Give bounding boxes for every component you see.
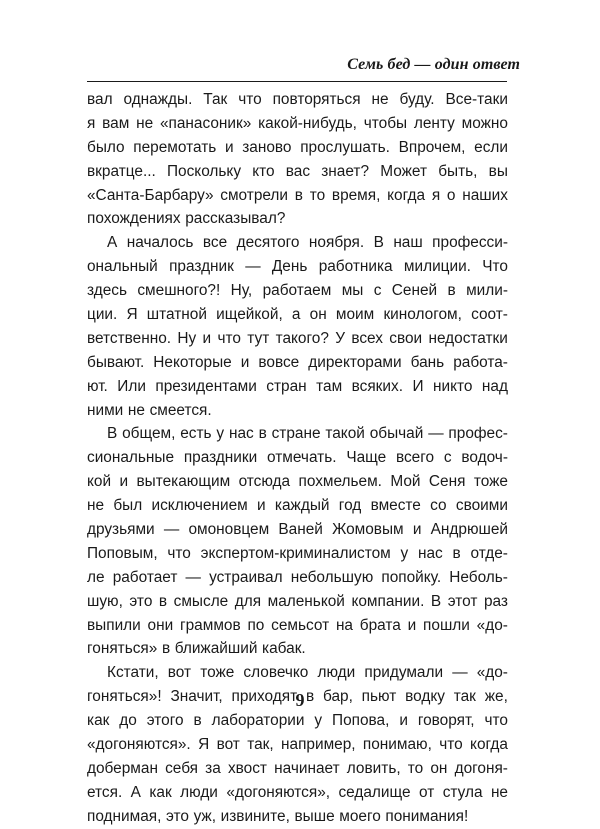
text-line — [87, 781, 508, 805]
word: когда — [387, 186, 426, 204]
word: — — [452, 664, 468, 682]
word: седалище — [338, 783, 411, 801]
word: какой-нибудь, — [258, 114, 357, 132]
word: я — [87, 114, 96, 132]
word: в — [161, 640, 171, 658]
word: например, — [281, 736, 356, 754]
word: в — [158, 592, 168, 610]
text-line — [87, 542, 508, 566]
word: ветственно. — [87, 329, 172, 347]
word: Сеней — [391, 282, 438, 300]
word: год — [338, 497, 362, 515]
word: моего — [339, 807, 381, 825]
word: Все-таки — [445, 91, 508, 108]
word: кой — [87, 473, 112, 491]
word: у — [314, 712, 323, 730]
text-line — [87, 375, 508, 399]
word: понимаю, — [362, 736, 432, 754]
word: для — [234, 592, 262, 610]
word: Поповым, — [87, 544, 158, 562]
word: повторяться — [272, 91, 361, 108]
word: что — [484, 712, 508, 730]
word: был — [113, 497, 143, 515]
word: вот — [167, 664, 192, 682]
word: Поскольку — [166, 162, 242, 180]
text-line — [87, 351, 508, 375]
word: что — [167, 544, 191, 562]
word: праздник — [169, 258, 234, 276]
word: Неболь- — [449, 568, 508, 586]
word: ции. — [87, 306, 118, 324]
word: я — [431, 186, 441, 204]
text-line — [87, 805, 508, 829]
text-line — [87, 231, 508, 255]
word: нас — [418, 544, 443, 562]
word: по — [247, 616, 265, 634]
word: раз — [483, 592, 508, 610]
word: бань — [410, 353, 445, 371]
word: не — [87, 497, 105, 515]
word: доберман — [87, 759, 158, 777]
word: Кстати, — [107, 664, 159, 682]
word: заново — [242, 138, 292, 156]
word: наш — [393, 234, 423, 252]
word: шую, — [87, 592, 123, 610]
word: Я — [126, 306, 138, 324]
word: он — [430, 759, 448, 777]
word: В — [107, 425, 118, 443]
word: А — [130, 783, 141, 801]
word: милиции. — [403, 258, 471, 276]
word: такого? — [275, 329, 329, 347]
text-line — [87, 399, 508, 423]
word: до — [119, 712, 137, 730]
word: о — [446, 186, 456, 204]
word: Андрюшей — [430, 521, 508, 539]
word: выпили — [87, 616, 141, 634]
text-line — [87, 136, 508, 160]
text-line — [87, 470, 508, 494]
word: Некоторые — [153, 353, 232, 371]
word: Значит, — [170, 688, 223, 706]
word: он — [309, 306, 327, 324]
word: за — [205, 759, 221, 777]
text-line — [87, 184, 508, 208]
word: моим — [335, 306, 375, 324]
word: У — [335, 329, 345, 347]
word: День — [271, 258, 308, 276]
word: омоновцем — [188, 521, 270, 539]
word: тоже — [473, 473, 508, 491]
word: в — [452, 544, 461, 562]
word: наших — [462, 186, 508, 204]
word: не — [371, 91, 389, 108]
word: семьсот — [271, 616, 330, 634]
word: Впрочем, — [398, 138, 466, 156]
word: граммов — [180, 616, 241, 634]
word: смешного?! — [137, 282, 221, 300]
word: соот- — [471, 306, 508, 324]
word: так, — [247, 736, 274, 754]
word: сиональные — [87, 449, 175, 467]
word: ноября. — [308, 234, 365, 252]
word: и — [257, 497, 266, 515]
word: бывают. — [87, 353, 145, 371]
word: так — [453, 688, 476, 706]
text-line — [87, 757, 508, 781]
word: ональный — [87, 258, 158, 276]
text-line — [87, 207, 508, 231]
word: над — [481, 377, 508, 395]
word: небольшую — [290, 568, 374, 586]
word: отде- — [470, 544, 508, 562]
word: чтобы — [363, 114, 408, 132]
word: знает? — [321, 162, 370, 180]
word: у — [216, 425, 225, 443]
word: недостатки — [428, 329, 508, 347]
text-line — [87, 494, 508, 518]
word: а — [291, 306, 301, 324]
word: работаем — [262, 282, 332, 300]
body-text — [87, 88, 508, 829]
word: такой — [325, 425, 365, 443]
word: что — [217, 329, 241, 347]
word: не — [136, 114, 154, 132]
word: ленту — [413, 114, 455, 132]
word: всех — [351, 329, 383, 347]
word: и — [399, 712, 408, 730]
word: Жомовым — [332, 521, 404, 539]
word: брата — [359, 616, 401, 634]
text-line — [87, 590, 508, 614]
word: кинологом, — [383, 306, 462, 324]
word: выше — [294, 807, 335, 825]
text-line — [87, 88, 508, 112]
word: каждый — [274, 497, 330, 515]
word: попойку. — [381, 568, 442, 586]
text-line — [87, 255, 508, 279]
word: как — [87, 712, 110, 730]
word: буду. — [399, 91, 435, 108]
word: работника — [318, 258, 393, 276]
word: с — [373, 282, 382, 300]
text-line — [87, 279, 508, 303]
word: устраивал — [209, 568, 283, 586]
word: Что — [482, 258, 508, 276]
word: время, — [331, 186, 381, 204]
word: говорят, — [417, 712, 475, 730]
header-rule — [87, 81, 507, 82]
word: директорами — [308, 353, 402, 371]
word: вовсе — [258, 353, 300, 371]
word: ется. — [87, 783, 123, 801]
word: В — [373, 234, 384, 252]
word: всего — [395, 449, 435, 467]
word: исключением — [151, 497, 248, 515]
word: придумали — [364, 664, 444, 682]
word: гоняться»! — [87, 688, 162, 706]
word: мы — [341, 282, 364, 300]
word: профес- — [448, 425, 508, 443]
word: «до- — [476, 616, 508, 634]
word: в — [258, 425, 267, 443]
word: — — [185, 568, 201, 586]
word: смысле — [173, 592, 229, 610]
word: своими — [455, 497, 508, 515]
word: смотрели — [220, 186, 289, 204]
word: В — [430, 592, 442, 610]
word: никто — [432, 377, 473, 395]
word: там — [316, 377, 343, 395]
word: мили- — [466, 282, 508, 300]
word: вал — [87, 91, 113, 108]
word: в — [294, 186, 303, 204]
text-line — [87, 709, 508, 733]
word: «догоняются», — [226, 783, 331, 801]
word: и — [240, 353, 250, 371]
word: прослушать. — [300, 138, 390, 156]
text-line — [87, 566, 508, 590]
word: приходят — [231, 688, 298, 706]
text-line — [87, 422, 508, 446]
word: и — [224, 138, 234, 156]
word: — — [245, 258, 261, 276]
word: тоже — [200, 664, 235, 682]
word: здесь — [87, 282, 127, 300]
word: быть, — [438, 162, 478, 180]
word: если — [474, 138, 508, 156]
word: рассказывал? — [185, 210, 286, 228]
word: вас — [285, 162, 311, 180]
word: хвост — [227, 759, 267, 777]
text-line — [87, 160, 508, 184]
word: Ну — [177, 329, 197, 347]
word: маленькой — [267, 592, 345, 610]
word: Чаще — [346, 449, 387, 467]
word: это — [166, 807, 189, 825]
word: кто — [252, 162, 275, 180]
word: и — [202, 329, 212, 347]
word: Сеня — [428, 473, 466, 491]
word: как — [149, 783, 172, 801]
word: професси- — [432, 234, 508, 252]
word: то — [407, 759, 424, 777]
word: стран — [266, 377, 307, 395]
word: что — [238, 91, 262, 108]
word: и — [412, 521, 422, 539]
word: все — [202, 234, 228, 252]
word: «панасоник» — [159, 114, 252, 132]
word: экспертом-криминалистом — [200, 544, 391, 562]
text-line — [87, 614, 508, 638]
word: — — [163, 521, 180, 539]
word: в — [447, 282, 456, 300]
word: перемотать — [133, 138, 217, 156]
word: Я — [198, 736, 210, 754]
word: праздники — [183, 449, 258, 467]
word: И — [412, 377, 424, 395]
text-line — [87, 327, 508, 351]
word: похождениях — [87, 210, 181, 228]
word: и — [407, 616, 417, 634]
word: лаборатории — [211, 712, 305, 730]
word: смеется. — [149, 401, 212, 419]
word: ют. — [87, 377, 108, 395]
word: А — [107, 234, 118, 252]
word: компании. — [351, 592, 425, 610]
word: бар, — [322, 688, 353, 706]
word: обычай — [369, 425, 424, 443]
word: что — [439, 736, 463, 754]
word: извините, — [220, 807, 290, 825]
word: «Санта-Барбару» — [87, 186, 214, 204]
word: в — [305, 688, 315, 706]
word: себя — [165, 759, 199, 777]
word: понимания! — [385, 807, 469, 825]
word: вкратце... — [87, 162, 156, 180]
word: штатной — [146, 306, 207, 324]
word: ле — [87, 568, 105, 586]
word: не — [127, 401, 145, 419]
word: кабак. — [262, 640, 306, 658]
word: не — [490, 783, 508, 801]
word: же, — [484, 688, 508, 706]
word: отсюда — [238, 473, 291, 491]
word: всяких. — [351, 377, 403, 395]
word: ловить, — [346, 759, 401, 777]
word: свои — [389, 329, 423, 347]
word: работает — [112, 568, 178, 586]
word: то — [309, 186, 326, 204]
page-number: 9 — [295, 690, 305, 710]
word: люди — [317, 664, 356, 682]
word: похмельем. — [298, 473, 382, 491]
text-line — [87, 112, 508, 136]
word: пьют — [361, 688, 397, 706]
word: они — [147, 616, 174, 634]
word: Так — [203, 91, 228, 108]
word: Мой — [390, 473, 421, 491]
word: и — [119, 473, 129, 491]
word: тут — [247, 329, 270, 347]
word: люди — [180, 783, 218, 801]
word: Ну, — [230, 282, 253, 300]
word: когда — [470, 736, 508, 754]
word: однажды. — [123, 91, 193, 108]
word: на — [335, 616, 353, 634]
word: с — [443, 449, 452, 467]
word: словечко — [243, 664, 309, 682]
word: десятого — [236, 234, 300, 252]
word: стране — [271, 425, 321, 443]
text-line — [87, 518, 508, 542]
word: — — [428, 425, 444, 443]
word: вот — [216, 736, 240, 754]
word: вы — [488, 162, 508, 180]
word: этот — [447, 592, 478, 610]
word: начинает — [274, 759, 340, 777]
word: «догоняются». — [87, 736, 191, 754]
text-line — [87, 661, 508, 685]
text-line — [87, 303, 508, 327]
word: это — [129, 592, 153, 610]
word: поднимая, — [87, 807, 162, 825]
word: Ваней — [278, 521, 323, 539]
word: стула — [442, 783, 483, 801]
word: было — [87, 138, 125, 156]
word: президентами — [155, 377, 257, 395]
word: вместе — [370, 497, 421, 515]
word: Или — [117, 377, 146, 395]
word: догоня- — [454, 759, 508, 777]
word: от — [418, 783, 435, 801]
running-title: Семь бед — один ответ — [347, 56, 520, 73]
word: этого — [146, 712, 184, 730]
word: у — [400, 544, 409, 562]
word: гоняться» — [87, 640, 158, 658]
word: Попова, — [332, 712, 390, 730]
word: ближайший — [174, 640, 258, 658]
word: со — [430, 497, 447, 515]
word: друзьями — [87, 521, 155, 539]
word: началось — [126, 234, 194, 252]
word: водку — [405, 688, 445, 706]
word: ними — [87, 401, 124, 419]
word: ищейкой, — [216, 306, 283, 324]
word: отмечать. — [267, 449, 337, 467]
word: пошли — [423, 616, 470, 634]
word: «до- — [476, 664, 508, 682]
word: уж, — [193, 807, 217, 825]
word: водоч- — [461, 449, 508, 467]
word: можно — [461, 114, 508, 132]
word: Может — [380, 162, 428, 180]
text-line — [87, 733, 508, 757]
word: в — [193, 712, 202, 730]
word: вам — [102, 114, 130, 132]
page-header — [0, 52, 600, 82]
text-line — [87, 446, 508, 470]
word: нас — [228, 425, 254, 443]
word: есть — [180, 425, 212, 443]
text-line — [87, 637, 508, 661]
word: вытекающим — [136, 473, 231, 491]
word: общем, — [122, 425, 176, 443]
word: работа- — [453, 353, 508, 371]
